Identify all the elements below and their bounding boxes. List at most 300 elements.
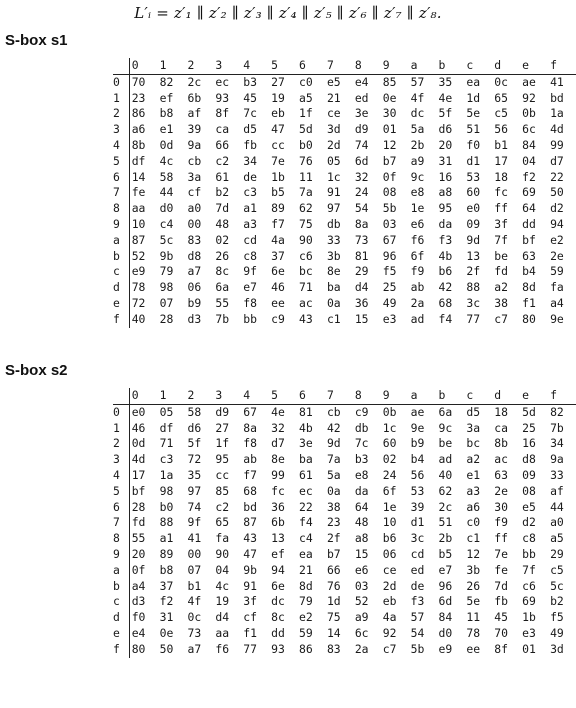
table-cell: a6 — [466, 499, 481, 514]
table-cell: c5 — [550, 562, 564, 577]
row-header: 4 — [113, 138, 129, 154]
table-cell: 82 — [159, 74, 174, 89]
table-cell: e4 — [131, 625, 146, 640]
row-header: 9 — [113, 547, 129, 563]
table-cell: bb — [243, 311, 257, 326]
table-cell: 96 — [438, 578, 453, 593]
table-cell: 8d — [522, 280, 536, 295]
table-cell: 6c — [354, 625, 369, 640]
sbox-s2-title: S-box s2 — [5, 362, 68, 379]
table-cell: 58 — [159, 169, 174, 184]
table-cell: 7f — [494, 232, 508, 247]
table-cell: 6b — [187, 90, 202, 105]
table-row — [113, 468, 576, 484]
table-cell: f1 — [522, 295, 536, 310]
column-header: 7 — [325, 388, 353, 404]
table-cell: 9a — [187, 137, 202, 152]
table-cell: 9d — [326, 436, 341, 451]
table-cell: ea — [299, 546, 313, 561]
table-cell: 91 — [243, 578, 257, 593]
table-cell: 41 — [187, 531, 202, 546]
table-cell: 25 — [522, 420, 536, 435]
table-cell: cc — [271, 137, 285, 152]
table-cell: a6 — [131, 122, 146, 137]
column-header: 0 — [129, 58, 157, 74]
table-cell: 81 — [299, 404, 313, 419]
table-cell: 07 — [159, 295, 174, 310]
table-cell: b4 — [522, 264, 536, 279]
table-cell: da — [438, 216, 453, 231]
table-cell: 90 — [215, 546, 230, 561]
table-cell: 57 — [410, 74, 425, 89]
table-cell: 79 — [299, 594, 313, 609]
table-cell: f4 — [438, 311, 453, 326]
table-cell: 6d — [354, 153, 369, 168]
table-cell: b5 — [438, 546, 453, 561]
table-cell: 40 — [131, 311, 146, 326]
table-cell: e8 — [410, 185, 425, 200]
table-cell: 9c — [410, 169, 425, 184]
table-cell: e1 — [466, 467, 481, 482]
row-header: e — [113, 296, 129, 312]
table-cell: 42 — [438, 280, 453, 295]
row-header: b — [113, 249, 129, 265]
table-cell: 1c — [326, 169, 341, 184]
table-cell: f9 — [410, 264, 425, 279]
table-cell: 18 — [494, 404, 508, 419]
table-cell: 29 — [354, 264, 369, 279]
table-cell: fe — [131, 185, 146, 200]
table-cell: a3 — [466, 483, 481, 498]
table-row — [113, 547, 576, 563]
table-cell: 13 — [271, 531, 285, 546]
column-header: e — [520, 58, 548, 74]
table-cell: 45 — [494, 610, 508, 625]
table-cell: 86 — [131, 106, 146, 121]
table-cell: a2 — [494, 280, 508, 295]
table-cell: 7e — [494, 546, 508, 561]
table-cell: eb — [382, 594, 397, 609]
table-cell: 62 — [438, 483, 453, 498]
table-cell: 4b — [438, 248, 453, 263]
table-cell: 03 — [382, 216, 397, 231]
table-cell: fc — [494, 185, 508, 200]
table-cell: fd — [131, 515, 146, 530]
table-cell: 84 — [438, 610, 453, 625]
table-cell: c4 — [159, 216, 174, 231]
table-cell: 62 — [299, 201, 313, 216]
sbox-s1-table — [113, 58, 576, 328]
table-cell: 60 — [466, 185, 481, 200]
table-cell: 0e — [159, 625, 174, 640]
column-header: 3 — [213, 58, 241, 74]
table-cell: f0 — [466, 137, 481, 152]
table-cell: 02 — [215, 232, 230, 247]
table-cell: 2e — [550, 248, 564, 263]
table-cell: cf — [187, 185, 202, 200]
table-row — [113, 122, 576, 138]
table-cell: 22 — [550, 169, 564, 184]
table-cell: f8 — [243, 295, 257, 310]
table-cell: 24 — [382, 467, 397, 482]
table-cell: 85 — [382, 74, 397, 89]
table-cell: 77 — [243, 641, 257, 656]
table-cell: 19 — [215, 594, 230, 609]
table-cell: b6 — [438, 264, 453, 279]
table-cell: 76 — [326, 578, 341, 593]
table-cell: 4d — [131, 452, 146, 467]
table-cell: b2 — [550, 594, 564, 609]
table-cell: 86 — [299, 641, 313, 656]
table-cell: ab — [410, 280, 425, 295]
row-header: a — [113, 233, 129, 249]
table-cell: 20 — [131, 546, 146, 561]
table-cell: ac — [494, 452, 508, 467]
table-cell: b6 — [382, 531, 397, 546]
table-cell: 48 — [354, 515, 369, 530]
table-cell: 2b — [438, 531, 453, 546]
table-cell: 19 — [271, 90, 285, 105]
table-cell: 7d — [494, 578, 508, 593]
table-cell: 50 — [159, 641, 174, 656]
table-cell: 4b — [299, 420, 313, 435]
table-cell: 59 — [299, 625, 313, 640]
table-cell: ad — [410, 311, 425, 326]
table-cell: fc — [271, 483, 285, 498]
row-header: f — [113, 642, 129, 658]
table-cell: 21 — [326, 90, 341, 105]
table-cell: c2 — [215, 499, 230, 514]
row-header: e — [113, 626, 129, 642]
table-cell: 2e — [494, 483, 508, 498]
row-header: 7 — [113, 185, 129, 201]
column-header: c — [464, 388, 492, 404]
table-cell: d0 — [438, 625, 453, 640]
table-cell: 31 — [438, 153, 453, 168]
table-cell: 69 — [522, 185, 536, 200]
table-cell: fd — [494, 264, 508, 279]
table-cell: d3 — [131, 594, 146, 609]
column-header: c — [464, 58, 492, 74]
table-cell: aa — [215, 625, 230, 640]
table-cell: 5c — [550, 578, 564, 593]
row-header: 4 — [113, 468, 129, 484]
table-cell: 88 — [159, 515, 174, 530]
table-cell: 8f — [215, 106, 230, 121]
table-cell: f3 — [438, 232, 453, 247]
column-header: e — [520, 388, 548, 404]
table-cell: 87 — [131, 232, 146, 247]
table-cell: d4 — [354, 280, 369, 295]
table-cell: e1 — [159, 122, 174, 137]
table-cell: 5e — [466, 594, 481, 609]
table-cell: ae — [522, 74, 536, 89]
column-header: d — [492, 58, 520, 74]
table-cell: a0 — [550, 515, 564, 530]
table-cell: 94 — [550, 216, 564, 231]
table-cell: d6 — [187, 420, 202, 435]
row-header: d — [113, 610, 129, 626]
table-cell: 2c — [438, 499, 453, 514]
sbox-s1-title: S-box s1 — [5, 32, 68, 49]
table-cell: 78 — [466, 625, 481, 640]
table-cell: 32 — [354, 169, 369, 184]
table-corner — [113, 58, 129, 74]
row-header: a — [113, 563, 129, 579]
table-cell: 2c — [187, 74, 202, 89]
table-cell: 61 — [299, 467, 313, 482]
table-cell: 63 — [522, 248, 536, 263]
formula-line: L′ᵢ = z′₁ ∥ z′₂ ∥ z′₃ ∥ z′₄ ∥ z′₅ ∥ z′₆ ∥ z′₇ ∥ z′₈. — [134, 4, 442, 22]
table-cell: 0f — [382, 169, 397, 184]
table-cell: b0 — [299, 137, 313, 152]
table-row — [113, 312, 576, 328]
table-cell: c7 — [382, 641, 397, 656]
table-cell: 0b — [382, 404, 397, 419]
table-cell: de — [243, 169, 257, 184]
table-cell: 15 — [354, 311, 369, 326]
table-cell: 14 — [131, 169, 146, 184]
table-cell: 36 — [354, 295, 369, 310]
table-cell: 15 — [354, 546, 369, 561]
table-cell: 72 — [187, 452, 202, 467]
table-cell: 8a — [243, 420, 257, 435]
table-cell: fa — [550, 280, 564, 295]
table-cell: d2 — [522, 515, 536, 530]
table-cell: 31 — [159, 610, 174, 625]
row-header: 0 — [113, 404, 129, 420]
table-cell: be — [494, 248, 508, 263]
table-row — [113, 264, 576, 280]
table-cell: c4 — [299, 531, 313, 546]
table-cell: d8 — [522, 452, 536, 467]
table-cell: ed — [354, 90, 369, 105]
table-cell: 8f — [494, 641, 508, 656]
table-cell: 04 — [522, 153, 536, 168]
table-cell: 99 — [550, 137, 564, 152]
table-cell: d9 — [215, 404, 230, 419]
table-cell: f1 — [243, 625, 257, 640]
table-cell: 44 — [550, 499, 564, 514]
table-cell: 51 — [466, 122, 481, 137]
table-cell: 0d — [131, 436, 146, 451]
table-cell: 08 — [382, 185, 397, 200]
table-cell: 59 — [550, 264, 564, 279]
table-cell: 3a — [187, 169, 202, 184]
table-cell: 22 — [299, 499, 313, 514]
table-cell: f5 — [550, 610, 564, 625]
table-cell: 3b — [466, 562, 481, 577]
table-cell: cb — [326, 404, 341, 419]
table-cell: 9f — [243, 264, 257, 279]
table-cell: 74 — [354, 137, 369, 152]
table-cell: 6a — [438, 404, 453, 419]
column-header: 8 — [353, 58, 381, 74]
row-header: 5 — [113, 484, 129, 500]
table-cell: dc — [410, 106, 425, 121]
table-row — [113, 249, 576, 265]
row-header: 6 — [113, 170, 129, 186]
table-cell: 84 — [522, 137, 536, 152]
table-cell: 49 — [550, 625, 564, 640]
table-cell: 71 — [299, 280, 313, 295]
table-cell: c0 — [299, 74, 313, 89]
table-cell: cb — [187, 153, 202, 168]
table-cell: fb — [243, 137, 257, 152]
table-cell: 3f — [243, 594, 257, 609]
table-cell: b8 — [159, 562, 174, 577]
table-cell: ae — [410, 404, 425, 419]
row-header: c — [113, 264, 129, 280]
table-cell: b0 — [159, 499, 174, 514]
table-cell: 12 — [466, 546, 481, 561]
table-cell: 8a — [354, 216, 369, 231]
table-cell: 38 — [494, 295, 508, 310]
table-cell: 42 — [326, 420, 341, 435]
table-cell: 2f — [326, 531, 341, 546]
row-header: 8 — [113, 531, 129, 547]
table-cell: 8c — [215, 264, 230, 279]
table-cell: c6 — [522, 578, 536, 593]
table-cell: 92 — [522, 90, 536, 105]
table-cell: 95 — [215, 452, 230, 467]
table-cell: 16 — [438, 169, 453, 184]
table-cell: 29 — [550, 546, 564, 561]
table-cell: 5b — [382, 201, 397, 216]
table-cell: e0 — [131, 404, 146, 419]
table-cell: 2d — [326, 137, 341, 152]
table-cell: de — [410, 578, 425, 593]
table-row — [113, 579, 576, 595]
table-cell: 60 — [382, 436, 397, 451]
table-cell: f6 — [215, 641, 230, 656]
column-header: 3 — [213, 388, 241, 404]
table-cell: 01 — [522, 641, 536, 656]
table-cell: 3d — [550, 641, 564, 656]
table-cell: 1e — [410, 201, 425, 216]
table-cell: 93 — [271, 641, 285, 656]
table-cell: db — [354, 420, 369, 435]
table-cell: bc — [466, 436, 481, 451]
table-cell: cd — [410, 546, 425, 561]
table-cell: e3 — [522, 625, 536, 640]
table-cell: 69 — [522, 594, 536, 609]
table-cell: bd — [243, 499, 257, 514]
table-cell: a5 — [550, 531, 564, 546]
table-cell: 0a — [326, 295, 341, 310]
table-cell: 5b — [410, 641, 425, 656]
table-cell: 46 — [271, 280, 285, 295]
table-cell: dc — [271, 594, 285, 609]
table-cell: 80 — [131, 641, 146, 656]
table-row — [113, 594, 576, 610]
table-cell: b7 — [382, 153, 397, 168]
table-cell: 5d — [522, 404, 536, 419]
table-cell: 50 — [550, 185, 564, 200]
table-cell: 3c — [466, 295, 481, 310]
table-cell: 3f — [494, 216, 508, 231]
table-cell: 6f — [410, 248, 425, 263]
table-cell: 97 — [187, 483, 202, 498]
table-cell: 41 — [550, 74, 564, 89]
table-cell: 9f — [187, 515, 202, 530]
table-cell: af — [550, 483, 564, 498]
table-cell: c2 — [215, 153, 230, 168]
table-cell: 98 — [159, 483, 174, 498]
table-cell: 25 — [382, 280, 397, 295]
table-cell: 38 — [326, 499, 341, 514]
table-cell: ff — [494, 531, 508, 546]
table-cell: 26 — [466, 578, 481, 593]
table-cell: c1 — [466, 531, 481, 546]
table-row — [113, 201, 576, 217]
table-cell: 01 — [382, 122, 397, 137]
row-header: 1 — [113, 421, 129, 437]
column-header: 6 — [297, 58, 325, 74]
table-cell: 23 — [131, 90, 146, 105]
table-cell: 68 — [438, 295, 453, 310]
table-cell: ba — [326, 280, 341, 295]
table-cell: 1f — [299, 106, 313, 121]
table-cell: 30 — [494, 499, 508, 514]
table-cell: d2 — [550, 201, 564, 216]
table-cell: 66 — [215, 137, 230, 152]
column-header: 0 — [129, 388, 157, 404]
table-cell: ca — [494, 420, 508, 435]
table-cell: c7 — [494, 311, 508, 326]
table-cell: f0 — [131, 610, 146, 625]
table-cell: 93 — [215, 90, 230, 105]
table-cell: 80 — [522, 311, 536, 326]
table-cell: 5e — [466, 106, 481, 121]
table-cell: 51 — [438, 515, 453, 530]
table-cell: 75 — [299, 216, 313, 231]
table-cell: 66 — [326, 562, 341, 577]
table-cell: d9 — [354, 122, 369, 137]
table-cell: 0f — [131, 562, 146, 577]
table-cell: 77 — [466, 311, 481, 326]
table-cell: 6e — [271, 264, 285, 279]
table-cell: b9 — [410, 436, 425, 451]
table-cell: f9 — [494, 515, 508, 530]
table-row — [113, 563, 576, 579]
table-cell: ec — [299, 483, 313, 498]
table-cell: 46 — [131, 420, 146, 435]
table-cell: 05 — [326, 153, 341, 168]
table-cell: fb — [494, 594, 508, 609]
table-cell: eb — [271, 106, 285, 121]
row-header: f — [113, 312, 129, 328]
table-cell: 55 — [131, 531, 146, 546]
table-cell: 1c — [382, 420, 397, 435]
table-cell: 6f — [382, 483, 397, 498]
table-cell: 71 — [159, 436, 174, 451]
table-cell: 0d — [159, 137, 174, 152]
column-header: 2 — [185, 388, 213, 404]
table-cell: 74 — [187, 499, 202, 514]
table-cell: 88 — [466, 280, 481, 295]
table-cell: 7a — [299, 185, 313, 200]
column-header: 5 — [269, 58, 297, 74]
table-row — [113, 138, 576, 154]
table-cell: 11 — [299, 169, 313, 184]
table-cell: 4c — [159, 153, 174, 168]
table-cell: 94 — [271, 562, 285, 577]
table-row — [113, 170, 576, 186]
table-cell: 32 — [271, 420, 285, 435]
table-cell: b5 — [271, 185, 285, 200]
table-cell: 53 — [410, 483, 425, 498]
